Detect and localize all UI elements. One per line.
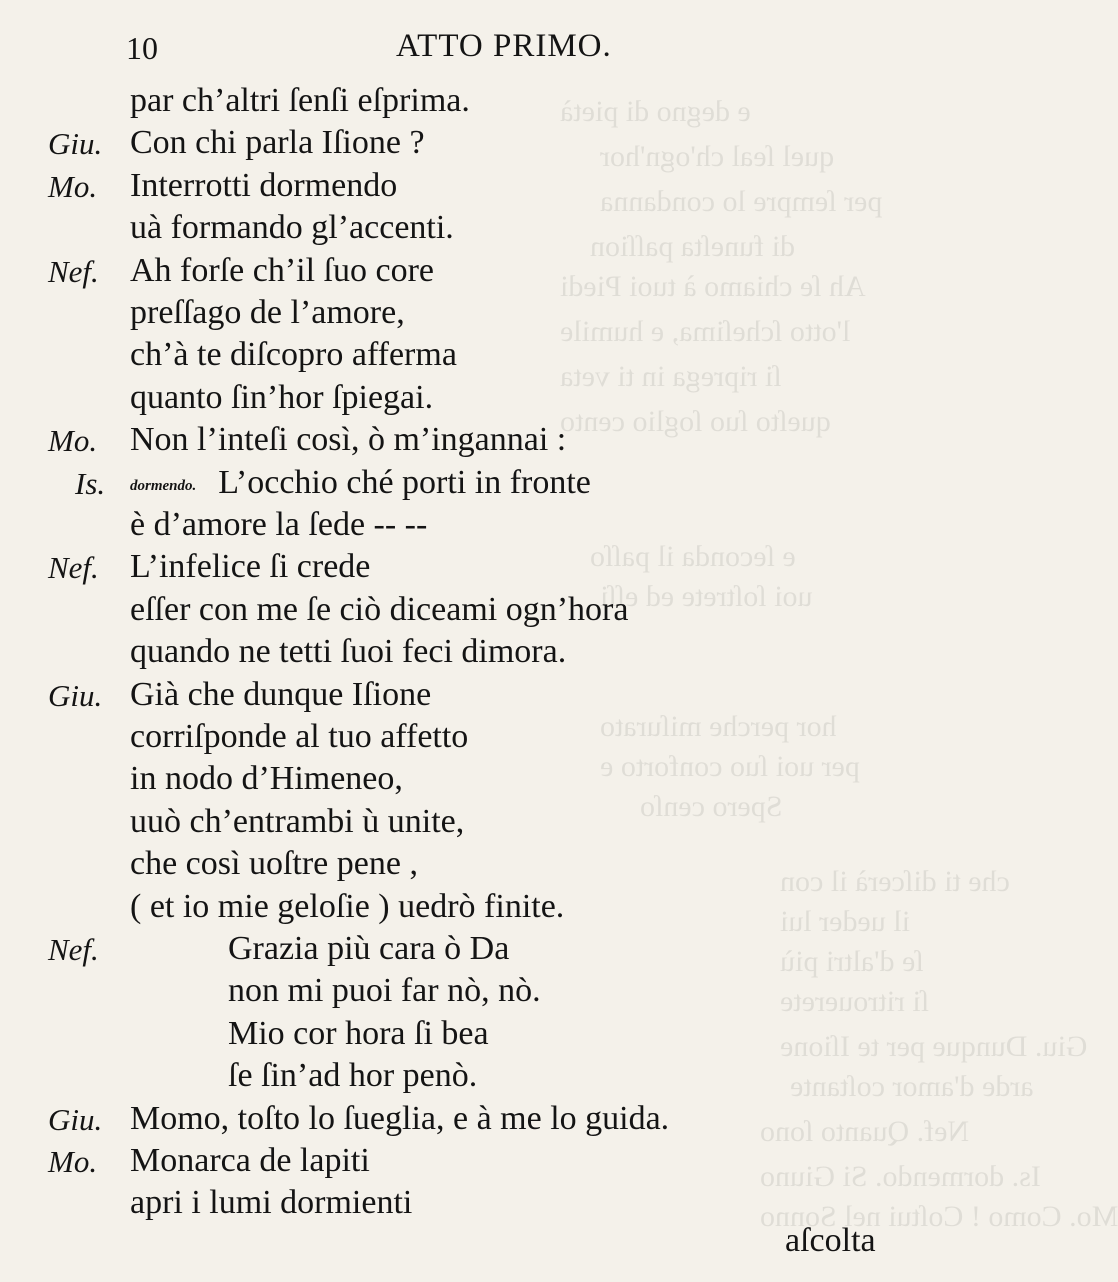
running-head: ATTO PRIMO.: [396, 28, 612, 64]
verse-line: [0, 845, 1000, 889]
verse-text: uuò ch’entrambi ù unite,: [130, 802, 465, 840]
verse-text: par ch’altri ſenſi eſprima.: [130, 82, 470, 119]
verse-text: corriſponde al tuo affetto: [130, 718, 469, 755]
verse-line: [0, 930, 1000, 974]
catchword: aſcolta: [785, 1222, 876, 1259]
speaker-label: Nef.: [48, 550, 99, 586]
verse-line: [0, 548, 1000, 592]
verse-text: preſſago de l’amore,: [130, 294, 405, 331]
verse-text: Ah forſe ch’il ſuo core: [130, 251, 434, 289]
speaker-label: Mo.: [48, 1144, 98, 1179]
verse-text: uà formando gl’accenti.: [130, 209, 454, 247]
speaker-label: Mo.: [48, 168, 98, 204]
verse-text: apri i lumi dormienti: [130, 1184, 413, 1222]
stage-direction: dormendo.: [130, 477, 197, 494]
verse-text: Interrotti dormendo: [130, 166, 398, 204]
verse-line: [0, 252, 1000, 296]
speaker-label: Giu.: [48, 126, 103, 162]
verse-text: in nodo d’Himeneo,: [130, 760, 403, 798]
verse-line: [0, 591, 1000, 635]
verse-text: Mio cor hora ſi bea: [228, 1014, 489, 1052]
verse-line: [0, 760, 1000, 804]
verse-text: che così uoſtre pene ,: [130, 845, 418, 883]
show-through-reverse: e degno di pietà quel ſeal ch'ogn'hor per ſempre lo condanna di funeſta paſſion Ah ſe chiamo à tuoi Piedi l'otto ſcheſima, e humile ſi riprega in ti veta queſto ſuo ſoglio cento e ſeconda il paſſo uoi ſoſtrete ed eſſi hor perche miſurato per uoi ſuo conforto e Spero cenſo che ti diſcerà il con il ueder lui ſe d'altri più ſi ritrouerete Giu. Dunque per te Iſione arde d'amor coſtante Nef. Quanto ſono Is. dormendo. Si Giuno Mo. Como ! Coſtui nel Sonno: [560, 95, 1118, 1233]
verse-line: [0, 888, 1000, 932]
verse-text: ſe ſin’ad hor penò.: [228, 1057, 478, 1095]
verse-text: quanto ſin’hor ſpiegai.: [130, 378, 434, 416]
verse-line: [0, 421, 1000, 465]
verse-line: [0, 1015, 1000, 1059]
verse-line: [0, 464, 1000, 508]
verse-text: non mi puoi far nò, nò.: [228, 972, 541, 1010]
speaker-label: Nef.: [48, 253, 99, 289]
verse-line: [0, 1100, 1000, 1144]
verse-text: Momo, toſto lo ſueglia, e à me lo guida.: [130, 1099, 670, 1137]
verse-text: L’infelice ſi crede: [130, 548, 371, 586]
verse-text-content: L’occhio ché porti in fronte: [218, 463, 591, 501]
verse-text: Non l’inteſi così, ò m’ingannai :: [130, 421, 567, 459]
verse-line: [0, 972, 1000, 1016]
speaker-label: Giu.: [48, 1101, 103, 1137]
verse-text: ch’à te diſcopro afferma: [130, 336, 457, 374]
verse-line: [0, 718, 1000, 762]
verse-line: [0, 209, 1000, 253]
verse-text: [130, 464, 591, 502]
verse-line: [0, 379, 1000, 423]
speaker-label: Mo.: [48, 423, 98, 459]
speaker-label: Nef.: [48, 932, 99, 967]
page-number: 10: [126, 30, 158, 66]
verse-line: [0, 506, 1000, 550]
verse-text: quando ne tetti ſuoi feci dimora.: [130, 633, 567, 671]
verse-line: [0, 336, 1000, 380]
verse-line: [0, 124, 1000, 168]
verse-line: [0, 633, 1000, 677]
verse-text: Con chi parla Iſione ?: [130, 124, 425, 162]
verse-text: ( et io mie geloſie ) uedrò finite.: [130, 887, 565, 925]
verse-line: [0, 1142, 1000, 1186]
verse-line: [0, 294, 1000, 338]
verse-text: Grazia più cara ò Da: [228, 930, 510, 967]
verse-text: è d’amore la ſede -- --: [130, 506, 428, 543]
speaker-label: Giu.: [48, 677, 103, 713]
speaker-label: Is.: [75, 465, 106, 501]
verse-text: eſſer con me ſe ciò diceami ogn’hora: [130, 590, 629, 628]
verse-line: [0, 676, 1000, 720]
verse-line: [0, 167, 1000, 211]
verse-line: [0, 803, 1000, 847]
verse-text: Già che dunque Iſione: [130, 675, 432, 713]
page-header: [0, 26, 1024, 76]
verse-text: Monarca de lapiti: [130, 1142, 370, 1179]
verse-line: [0, 1057, 1000, 1101]
verse-line: [0, 82, 1000, 126]
